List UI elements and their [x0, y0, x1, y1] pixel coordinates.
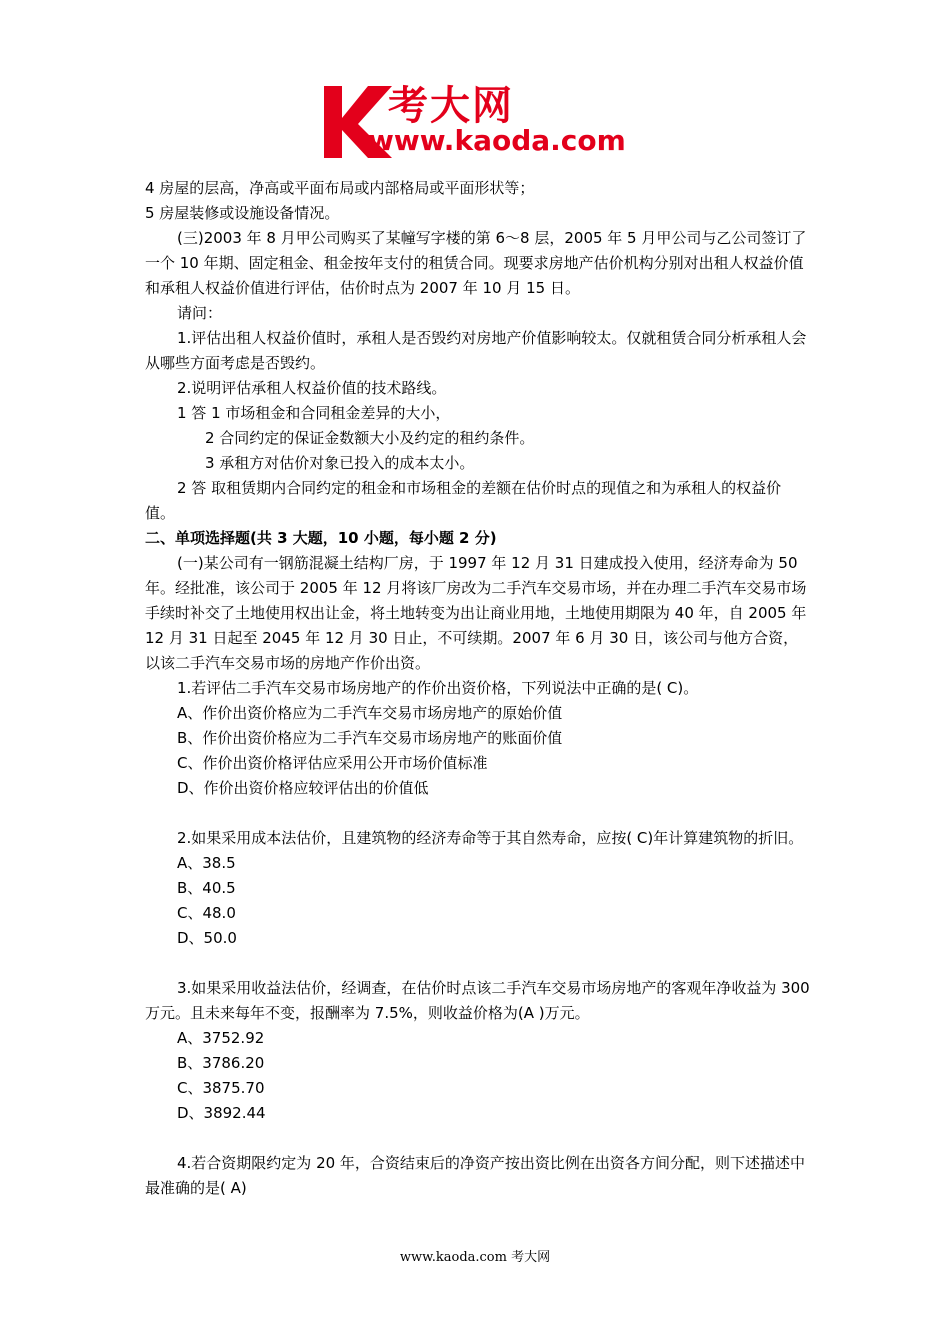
text-line: 3 承租方对估价对象已投入的成本太小。 [205, 454, 475, 472]
text-line: D、3892.44 [177, 1104, 266, 1122]
text-line: 2.如果采用成本法估价，且建筑物的经济寿命等于其自然寿命，应按( C)年计算建筑物的折旧。 [177, 829, 804, 847]
section-heading: 二、单项选择题(共 3 大题，10 小题，每小题 2 分) [145, 529, 497, 547]
text-line: 2 答 取租赁期内合同约定的租金和市场租金的差额在估价时点的现值之和为承租人的权益价值。 [145, 479, 782, 522]
text-line: 3.如果采用收益法估价，经调查，在估价时点该二手汽车交易市场房地产的客观年净收益为 300 万元。且未来每年不变，报酬率为 7.5%，则收益价格为(A )万元。 [145, 979, 810, 1022]
text-line: C、作价出资价格评估应采用公开市场价值标准 [177, 754, 488, 772]
logo-url: www.kaoda.com [368, 124, 626, 157]
document-body [145, 176, 810, 1201]
text-line: 请问： [177, 304, 223, 322]
text-line: C、48.0 [177, 904, 236, 922]
text-line: C、3875.70 [177, 1079, 265, 1097]
text-line: 2 合同约定的保证金数额大小及约定的租约条件。 [205, 429, 535, 447]
text-line: B、3786.20 [177, 1054, 265, 1072]
text-line: 2.说明评估承租人权益价值的技术路线。 [177, 379, 447, 397]
text-line: 1.若评估二手汽车交易市场房地产的作价出资价格，下列说法中正确的是( C)。 [177, 679, 699, 697]
text-line: 4.若合资期限约定为 20 年，合资结束后的净资产按出资比例在出资各方间分配，则下述描述中最准确的是( A) [145, 1154, 805, 1197]
text-line: 1.评估出租人权益价值时，承租人是否毁约对房地产价值影响较太。仅就租赁合同分析承租人会从哪些方面考虑是否毁约。 [145, 329, 807, 372]
text-line: (三)2003 年 8 月甲公司购买了某幢写字楼的第 6～8 层，2005 年 5 月甲公司与乙公司签订了一个 10 年期、固定租金、租金按年支付的租赁合同。现要求房地产估价机构分别对出租人权益价值和承租人权益价值进行评估，估价时点为 2007 年 10 月 15 日。 [145, 229, 807, 297]
text-line: D、50.0 [177, 929, 237, 947]
text-line: D、作价出资价格应较评估出的价值低 [177, 779, 429, 797]
page-footer: www.kaoda.com 考大网 [399, 1250, 551, 1265]
text-line: 5 房屋装修或设施设备情况。 [145, 204, 340, 222]
blank-line [145, 801, 810, 826]
text-line: (一)某公司有一钢筋混凝土结构厂房，于 1997 年 12 月 31 日建成投入使用，经济寿命为 50 年。经批准，该公司于 2005 年 12 月将该厂房改为二手汽车交易市场，并在办理二手汽车交易市场手续时补交了土地使用权出让金，将土地转变为出让商业用地，土地使用期限为 40 年，自 2005 年 12 月 31 日起至 2045 年 12 月 30 日止，不可续期。2007 年 6 月 30 日，该公司与他方合资，以该二手汽车交易市场的房地产作价出资。 [145, 554, 807, 672]
text-line: A、作价出资价格应为二手汽车交易市场房地产的原始价值 [177, 704, 563, 722]
text-line: 4 房屋的层高，净高或平面布局或内部格局或平面形状等； [145, 179, 535, 197]
text-line: 1 答 1 市场租金和合同租金差异的大小， [177, 404, 451, 422]
text-line: B、40.5 [177, 879, 236, 897]
blank-line [145, 951, 810, 976]
kaoda-logo [318, 80, 638, 162]
blank-line [145, 1126, 810, 1151]
text-line: B、作价出资价格应为二手汽车交易市场房地产的账面价值 [177, 729, 563, 747]
logo-chinese-name: 考大网 [388, 83, 514, 129]
text-line: A、3752.92 [177, 1029, 265, 1047]
text-line: A、38.5 [177, 854, 236, 872]
